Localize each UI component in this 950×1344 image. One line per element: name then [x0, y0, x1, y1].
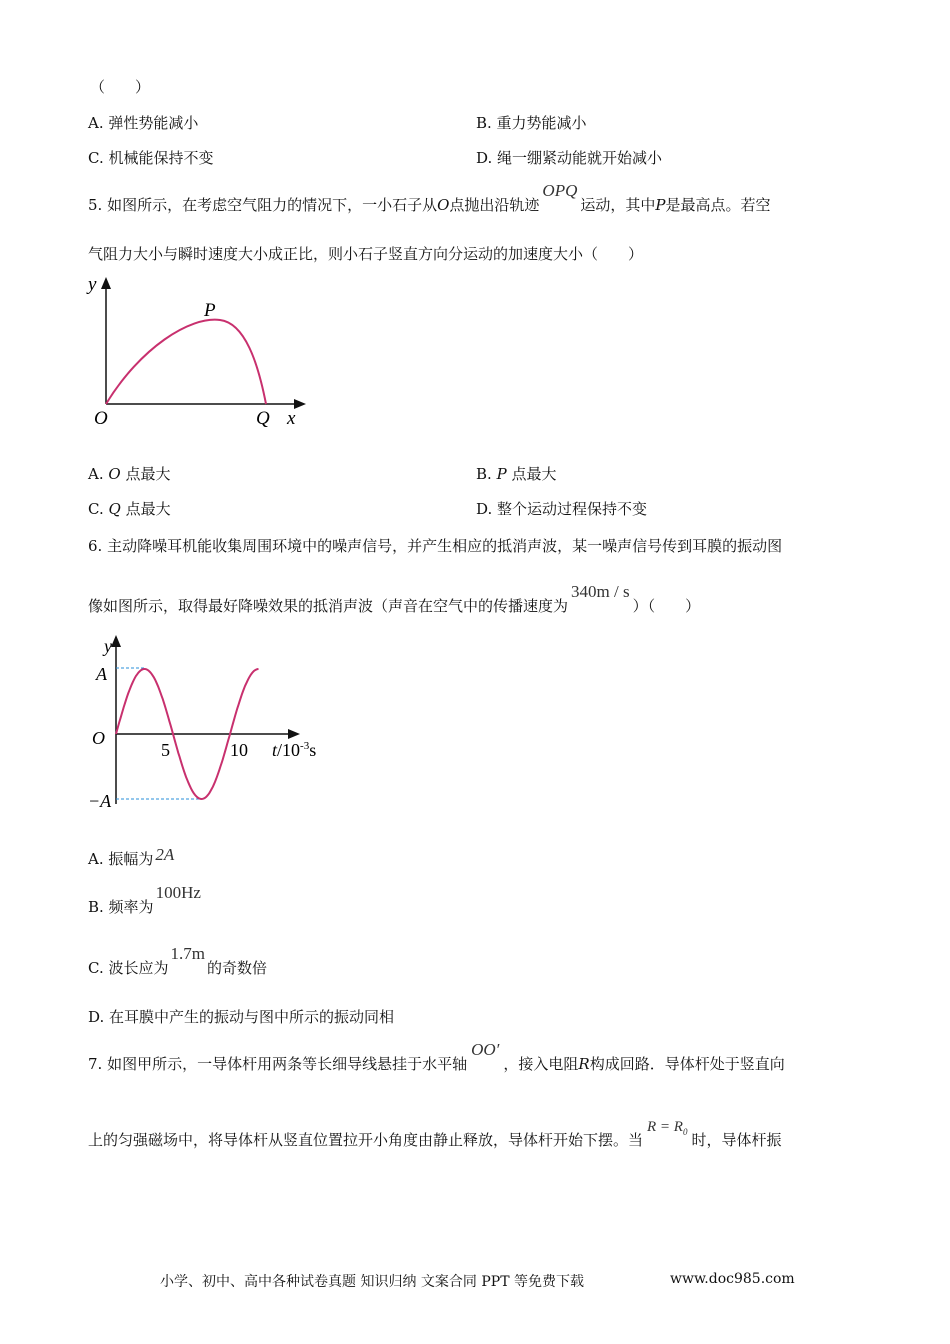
- q5-text-b: 点抛出沿轨迹: [449, 196, 540, 214]
- q6-t-axis-label: $t/10^{-3}s$: [272, 740, 317, 760]
- q4-option-b: B. 重力势能减小: [476, 114, 587, 132]
- q5-option-b: B. P 点最大: [476, 465, 557, 483]
- q6-y-arrow: [111, 635, 121, 647]
- q6-label-neg-a: −A: [88, 791, 112, 810]
- q7-equation: $R = R_0$: [647, 1119, 688, 1137]
- q6-label-y: y: [104, 636, 112, 656]
- q5-y-arrow: [101, 277, 111, 289]
- q6-tick-10: 10: [230, 740, 248, 760]
- q6-label-o: O: [92, 728, 105, 748]
- q5-label-y: y: [88, 274, 97, 295]
- q6-option-a: A. 振幅为 2A: [88, 845, 175, 868]
- q7-axis-label: OO′: [471, 1040, 500, 1059]
- q6-option-c: C. 波长应为1.7m的奇数倍: [88, 944, 267, 977]
- q5-math-opq: OPQ: [542, 181, 578, 200]
- q5-x-arrow: [294, 399, 306, 409]
- q5-stem-line2: 气阻力大小与瞬时速度大小成正比，则小石子竖直方向分运动的加速度大小（ ）: [88, 245, 644, 263]
- q5-label-o: O: [94, 408, 108, 429]
- q6-tick-5: 5: [161, 740, 170, 760]
- q5-label-x: x: [287, 408, 296, 429]
- answer-blank: （ ）: [90, 78, 151, 96]
- q6-vibration-graph: [88, 630, 348, 810]
- q6-speed-value: 340m / s: [571, 582, 630, 601]
- q5-option-d: D. 整个运动过程保持不变: [476, 500, 648, 518]
- q5-label-p: P: [204, 300, 216, 321]
- q5-text-d: 是最高点。若空: [665, 196, 771, 214]
- q6-label-a: A: [96, 664, 107, 684]
- q5-var-o: O: [437, 196, 450, 214]
- q5-var-p: P: [655, 196, 666, 214]
- q6-option-b: B. 频率为100Hz: [88, 883, 201, 916]
- footer-link[interactable]: www.doc985.com: [670, 1271, 795, 1287]
- q4-option-c: C. 机械能保持不变: [88, 149, 214, 167]
- q5-label-q: Q: [256, 408, 270, 429]
- q7-stem-line2: 上的匀强磁场中，将导体杆从竖直位置拉开小角度由静止释放，导体杆开始下摆。当$R = R_0$ 时，导体杆振: [88, 1119, 782, 1149]
- q5-trajectory-figure: [80, 268, 320, 438]
- footer-text: 小学、初中、高中各种试卷真题 知识归纳 文案合同 PPT 等免费下载: [160, 1274, 584, 1290]
- q4-option-d: D. 绳一绷紧动能就开始减小: [476, 149, 663, 167]
- q6-stem-line2: 像如图所示，取得最好降噪效果的抵消声波（声音在空气中的传播速度为340m / s）（ ）: [88, 582, 701, 615]
- q4-option-a: A. 弹性势能减小: [88, 114, 199, 132]
- q6-t-arrow: [288, 729, 300, 739]
- q6-option-d: D. 在耳膜中产生的振动与图中所示的振动同相: [88, 1008, 395, 1026]
- q5-option-c: C. Q 点最大: [88, 500, 171, 518]
- q7-stem-line1: 7. 如图甲所示，一导体杆用两条等长细导线悬挂于水平轴OO′，接入电阻R构成回路．导体杆处于竖直向: [88, 1040, 785, 1073]
- q5-text-a: 5. 如图所示，在考虑空气阻力的情况下，一小石子从: [88, 196, 438, 214]
- q5-stem-line1: [88, 181, 771, 215]
- q5-option-a: A. O 点最大: [88, 465, 171, 483]
- q5-trajectory-curve: [106, 320, 266, 404]
- q6-stem-line1: 6. 主动降噪耳机能收集周围环境中的噪声信号，并产生相应的抵消声波，某一噪声信号传到耳膜的振动图: [88, 537, 783, 555]
- q5-text-c: 运动，其中: [580, 196, 656, 214]
